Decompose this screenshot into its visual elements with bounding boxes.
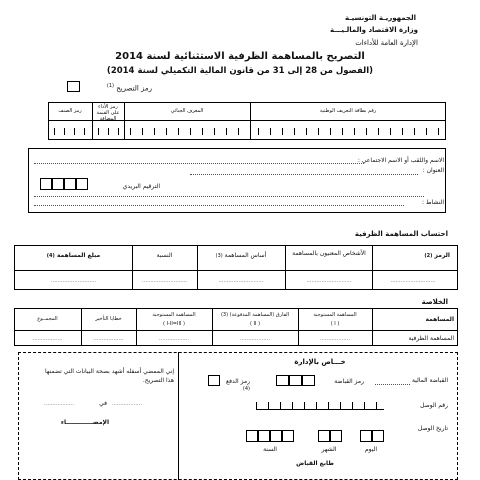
national-id-digit-tick — [270, 128, 271, 135]
office-label: القباضة المالية — [411, 377, 448, 384]
tax-id-digit-tick — [214, 128, 215, 135]
summary-due2-sub: ( I-II=III ) — [163, 321, 185, 327]
form-subtitle: (الفصول من 28 إلى 31 من قانون المالية التكميلي لسنة 2014) — [106, 66, 374, 76]
summary-diff-header — [213, 312, 297, 318]
postal-digit-box[interactable] — [40, 178, 52, 190]
month-label: الشهر — [321, 446, 337, 453]
calc-rate-header: النسبة — [156, 252, 173, 259]
calc-code-note: (2) — [424, 253, 433, 259]
category-digit-tick — [54, 128, 55, 135]
national-id-header: رقم بطاقة التعريف الوطنية — [319, 108, 377, 114]
receipt-digit-tick — [280, 402, 281, 409]
postal-code-label: الترقيم البريدي — [122, 183, 160, 190]
office-field[interactable] — [375, 384, 410, 385]
summary-diff-sub: ( II ) — [249, 321, 261, 327]
receipt-digit-tick — [304, 402, 305, 409]
name-label: الاسم واللقب أو الاسم الاجتماعي : — [357, 157, 444, 164]
date-field[interactable]: ……………… — [112, 401, 142, 407]
national-id-digit-tick — [438, 128, 439, 135]
tax-id-digit-tick — [142, 128, 143, 135]
directorate-name: الإدارة العامة للأداءات — [355, 39, 418, 47]
certification-line1: إني الممضي أسفله أشهد بصحة البيانات التي تضمنها — [45, 368, 174, 375]
national-id-digit-tick — [366, 128, 367, 135]
summary-contribution-header: المساهمة — [425, 316, 454, 323]
declaration-code-note: (1) — [106, 83, 114, 89]
calc-heading: احتساب المساهمة الظرفية — [354, 230, 448, 238]
summary-due-cell[interactable]: ……………… — [320, 336, 350, 342]
year-digit-box[interactable] — [270, 430, 282, 442]
national-id-digit-tick — [414, 128, 415, 135]
summary-due2-header: المساهمة المستوجبة — [152, 312, 196, 318]
stamp-label: طابع القباض — [296, 460, 334, 467]
calc-amount-header — [16, 252, 131, 259]
receipt-digit-tick — [376, 402, 377, 409]
receipt-digit-tick — [268, 402, 269, 409]
year-digit-box[interactable] — [246, 430, 258, 442]
receipt-no-label: رقم الوصل — [420, 402, 448, 409]
summary-total-cell[interactable]: ……………… — [32, 336, 63, 342]
calc-base-note: (3) — [215, 253, 223, 259]
calc-persons-header: الأشخاص المعنيون بالمساهمة — [292, 250, 366, 257]
office-code-digit-box[interactable] — [302, 375, 315, 386]
republic-name: الجمهوريـة التونسيـة — [344, 14, 416, 22]
calc-base-cell[interactable]: ……………………… — [218, 278, 264, 284]
tax-id-digit-tick — [202, 128, 203, 135]
national-id-digit-tick — [282, 128, 283, 135]
month-digit-box[interactable] — [318, 430, 330, 442]
day-digit-box[interactable] — [360, 430, 372, 442]
receipt-digit-tick — [292, 402, 293, 409]
receipt-digit-tick — [364, 402, 365, 409]
summary-row-label: المساهمة الظرفية — [408, 335, 454, 342]
payment-code-text: رمز الدفع — [225, 378, 250, 385]
tax-id-header: المعرف الجبائي — [170, 108, 204, 114]
receipt-digit-tick — [316, 402, 317, 409]
calc-code-text: الرمز — [434, 252, 450, 259]
summary-heading: الخلاصة — [421, 298, 448, 306]
national-id-digit-tick — [354, 128, 355, 135]
national-id-digit-tick — [294, 128, 295, 135]
address-label: العنوان : — [422, 167, 444, 174]
category-digit-tick — [84, 128, 85, 135]
category-digit-tick — [74, 128, 75, 135]
declaration-code-text: رمز التصريح — [116, 84, 152, 93]
name-field[interactable] — [34, 163, 364, 164]
calc-amount-note: (4) — [46, 253, 55, 259]
year-digit-box[interactable] — [258, 430, 270, 442]
summary-due-sub: ( I ) — [330, 321, 340, 327]
calc-rate-cell[interactable]: ……………………… — [142, 278, 187, 284]
calc-code-cell[interactable]: ……………………… — [390, 278, 436, 284]
day-digit-box[interactable] — [372, 430, 384, 442]
national-id-digit-tick — [342, 128, 343, 135]
calc-amount-cell[interactable]: ……………………… — [51, 278, 96, 284]
postal-digit-box[interactable] — [64, 178, 76, 190]
vat-digit-tick — [108, 128, 109, 135]
national-id-digit-tick — [318, 128, 319, 135]
form-title: التصريح بالمساهمة الظرفية الاستثنائية لسنة 2014 — [115, 51, 365, 62]
category-digit-tick — [64, 128, 65, 135]
receipt-baseline — [256, 409, 384, 410]
postal-digit-box[interactable] — [76, 178, 88, 190]
activity-field[interactable] — [34, 205, 404, 206]
receipt-digit-tick — [352, 402, 353, 409]
national-id-digit-tick — [390, 128, 391, 135]
summary-penalties-cell[interactable]: ……………… — [93, 336, 124, 342]
receipt-digit-tick — [340, 402, 341, 409]
postal-digit-box[interactable] — [52, 178, 64, 190]
address-field-2[interactable] — [34, 196, 424, 197]
payment-code-label — [222, 378, 250, 392]
receipt-digit-tick — [328, 402, 329, 409]
national-id-digit-tick — [426, 128, 427, 135]
admin-heading: خـــاص بالإدارة — [294, 358, 346, 366]
office-code-digit-box[interactable] — [276, 375, 289, 386]
tax-id-digit-tick — [178, 128, 179, 135]
year-digit-box[interactable] — [282, 430, 294, 442]
summary-due2-cell[interactable]: ……………… — [159, 336, 189, 342]
payment-code-box[interactable] — [208, 375, 220, 386]
tax-id-digit-tick — [190, 128, 191, 135]
office-code-digit-box[interactable] — [289, 375, 302, 386]
tax-id-digit-tick — [238, 128, 239, 135]
payment-code-note: (4) — [242, 386, 250, 392]
tax-id-digit-tick — [154, 128, 155, 135]
summary-penalties-header: خطايا التأخير — [95, 316, 122, 322]
summary-diff-text: الفارق (المساهمة المدفوعة) — [229, 312, 290, 318]
calc-base-text: أساس المساهمة — [224, 252, 267, 259]
summary-total-header: المجمــوع — [37, 316, 58, 322]
national-id-digit-tick — [330, 128, 331, 135]
calc-persons-cell[interactable]: ……………………… — [306, 278, 352, 284]
calc-base-header — [198, 252, 284, 259]
day-label: اليوم — [364, 446, 378, 453]
vat-code-header: رمز الأداء على القيمة المضافة — [96, 104, 120, 122]
certification-line2: هذا التصريح. — [142, 377, 174, 384]
vat-digit-tick — [98, 128, 99, 135]
tax-id-digit-tick — [226, 128, 227, 135]
national-id-digit-tick — [306, 128, 307, 135]
summary-diff-cell[interactable]: ……………… — [240, 336, 270, 342]
summary-diff-note: (3) — [220, 312, 229, 318]
place-field[interactable]: ……………… — [44, 401, 74, 407]
national-id-digit-tick — [378, 128, 379, 135]
at-label: في — [99, 400, 107, 407]
month-digit-box[interactable] — [330, 430, 342, 442]
summary-due-header: المساهمة المستوجبة — [313, 312, 357, 318]
national-id-digit-tick — [402, 128, 403, 135]
year-label: السنة — [263, 446, 277, 453]
category-header: رمز الصنف — [58, 108, 82, 114]
declaration-code-box[interactable] — [67, 81, 80, 92]
address-field[interactable] — [190, 174, 418, 175]
calc-code-header — [376, 252, 450, 259]
vat-digit-tick — [118, 128, 119, 135]
signature-label: الإمضـــــــــــــاء — [60, 419, 110, 426]
ministry-name: وزارة الاقتصاد والمالـيـــة — [330, 26, 418, 34]
receipt-digit-tick — [256, 402, 257, 409]
declaration-code-label — [82, 83, 152, 92]
receipt-date-label: تاريخ الوصل — [417, 425, 448, 432]
tax-id-digit-tick — [130, 128, 131, 135]
activity-label: النشاط : — [422, 199, 444, 206]
tax-id-digit-tick — [166, 128, 167, 135]
national-id-digit-tick — [258, 128, 259, 135]
office-code-label: رمز القباضة — [334, 378, 364, 385]
calc-amount-text: مبلغ المساهمة — [56, 252, 101, 259]
